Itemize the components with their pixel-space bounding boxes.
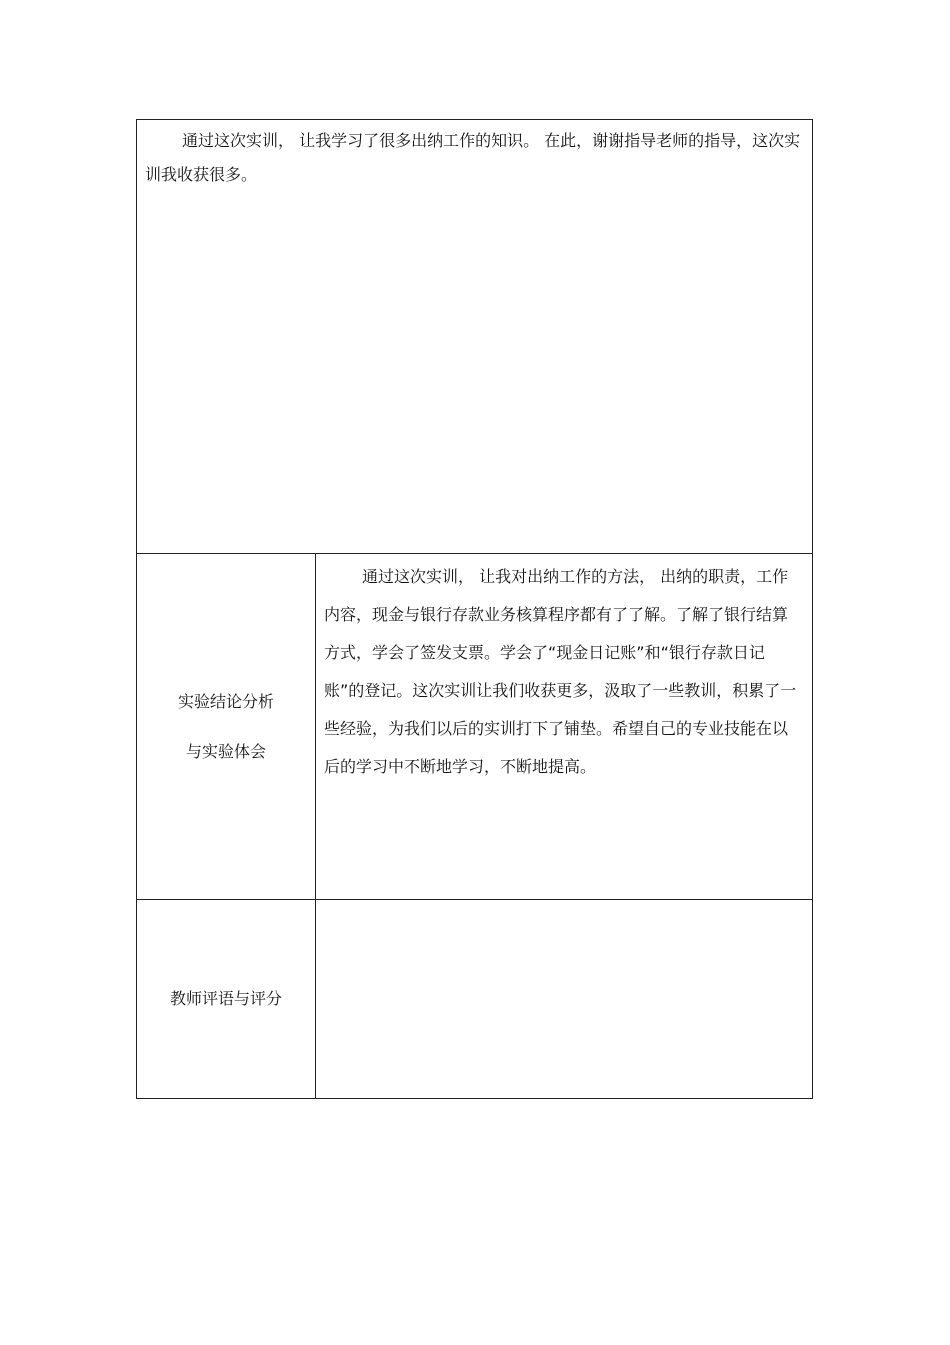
top-text-cell: [137, 120, 812, 553]
top-paragraph: 通过这次实训， 让我学习了很多出纳工作的知识。 在此，谢谢指导老师的指导，这次实训我收获很多。: [145, 131, 801, 184]
conclusion-label-line-1: 实验结论分析: [177, 691, 274, 711]
teacher-comment-cell: [316, 900, 812, 1098]
conclusion-label: [178, 677, 274, 777]
teacher-label-cell: [137, 900, 316, 1098]
experience-text-row: [137, 120, 812, 554]
conclusion-paragraph: 通过这次实训， 让我对出纳工作的方法， 出纳的职责，工作内容，现金与银行存款业务核算程序都有了了解。了解了银行结算方式，学会了签发支票。学会了“现金日记账”和“银行存款日记账”的登记。这次实训让我们收获更多，汲取了一些教训，积累了一些经验，为我们以后的实训打下了铺垫。希望自己的专业技能在以后的学习中不断地学习，不断地提高。: [324, 567, 797, 776]
conclusion-label-cell: [137, 554, 316, 899]
conclusion-label-line-2: 与实验体会: [185, 741, 266, 761]
teacher-comment-label: 教师评语与评分: [169, 989, 282, 1008]
conclusion-content-cell: [316, 554, 812, 899]
conclusion-row: [137, 554, 812, 900]
report-table: [136, 119, 813, 1099]
teacher-comment-row: [137, 900, 812, 1098]
